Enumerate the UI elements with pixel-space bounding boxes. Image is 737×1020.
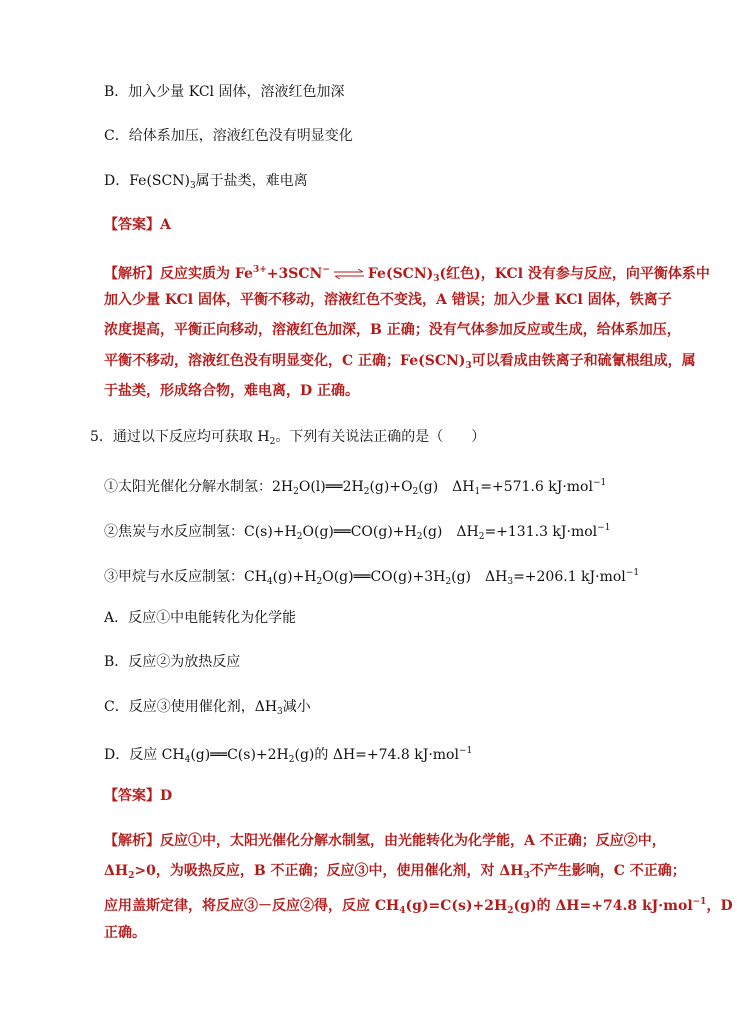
q4-an-l4-b: 可以看成由铁离子和硫氰根组成，属 [471,353,696,369]
r2-sub-3: 2 [478,532,485,542]
q4-an-l1-a: 反应实质为 Fe [160,266,253,282]
q5-analysis-line3 [104,892,733,921]
q4-option-b-text: B．加入少量 KCl 固体，溶液红色加深 [104,84,345,100]
r1-sub-2: 2 [363,487,370,497]
r3-sub-1: 4 [266,577,273,587]
q4-option-b [104,82,344,102]
q4-option-c-text: C．给体系加压，溶液红色没有明显变化 [104,128,353,144]
q5-an-l1: 【解析】反应①中，太阳光催化分解水制氢，由光能转化为化学能，A 不正确；反应②中， [104,833,666,849]
q5-analysis-line2 [104,861,686,886]
q4-an-l4-sub: 3 [465,361,472,371]
q5-analysis-line1 [104,831,666,851]
q4-option-d-pre: D．Fe(SCN) [104,173,190,189]
q5-option-c-sub: 3 [277,707,283,717]
equilibrium-arrow-icon [332,269,366,279]
q4-option-d-post: 属于盐类，难电离 [195,173,308,189]
q5-an-l3-b: (g)=C(s)+2H [405,898,508,914]
q5-an-l3-a: 应用盖斯定律，将反应③－反应②得，反应 CH [104,898,400,914]
r2-b: O(g)══CO(g)+H [302,524,417,540]
r3-a: ③甲烷与水反应制氢：CH [104,569,267,585]
q4-an-l3: 浓度提高，平衡正向移动，溶液红色加深，B 正确；没有气体参加反应或生成，给体系加压， [104,322,681,338]
q5-option-c-a: C．反应③使用催化剂，ΔH [104,699,278,715]
q4-analysis-line5 [104,381,359,401]
q5-option-c [104,697,311,722]
r2-sub-2: 2 [416,532,423,542]
r3-b: (g)+H [272,569,317,585]
q5-option-b-text: B．反应②为放热反应 [104,654,241,670]
q5-an-l2-c: 不产生影响，C 不正确； [529,863,686,879]
r2-sub-1: 2 [296,532,303,542]
q5-an-l3-sup: −1 [692,897,707,907]
r3-d: (g) ΔH [451,569,508,585]
q5-answer [104,786,172,806]
q4-answer-text: 【答案】A [104,217,171,233]
q4-answer [104,215,171,235]
r1-a: ①太阳光催化分解水制氢：2H [104,479,294,495]
q5-analysis-line4 [104,923,146,943]
q5-stem-a: 5．通过以下反应均可获取 H [90,429,270,445]
q5-an-l2-sub2: 3 [523,871,530,881]
q4-option-d-sub: 3 [189,181,196,191]
r1-d: (g) ΔH [418,479,475,495]
r2-c: (g) ΔH [422,524,479,540]
q4-an-l4-a: 平衡不移动，溶液红色没有明显变化，C 正确；Fe(SCN) [104,353,466,369]
q5-stem-b: 。下列有关说法正确的是（ ） [275,429,486,445]
q5-option-a-text: A．反应①中电能转化为化学能 [104,610,297,626]
q4-option-d [104,171,308,196]
q5-option-d-sub2: 2 [288,755,295,765]
q5-answer-text: 【答案】D [104,788,173,804]
q4-analysis-line4 [104,351,696,376]
q5-an-l3-d: ，D [706,898,733,914]
q4-analysis-label: 【解析】 [104,266,160,282]
r3-c: O(g)══CO(g)+3H [322,569,446,585]
q5-reaction-1 [104,473,606,502]
q5-option-d [104,741,472,770]
q5-option-c-b: 减小 [282,699,311,715]
q5-an-l3-c: (g)的 ΔH=+74.8 kJ·mol [513,898,693,914]
q4-an-l1-sup2: − [322,265,330,275]
q5-option-b [104,652,240,672]
r3-sub-2: 2 [316,577,323,587]
r3-sup: −1 [625,568,640,578]
q5-option-d-c: (g)的 ΔH=+74.8 kJ·mol [294,747,459,763]
q4-option-c [104,126,353,146]
q5-an-l4: 正确。 [104,925,146,941]
r1-sub-3: 2 [412,487,419,497]
q5-an-l3-sub1: 4 [399,906,406,916]
q4-an-l1-sup: 3+ [252,265,267,275]
q5-stem-sub: 2 [269,437,276,447]
q5-option-d-a: D．反应 CH [104,747,185,763]
q5-an-l2-b: >0，为吸热反应，B 不正确；反应③中，使用催化剂，对 ΔH [134,863,524,879]
r1-sub-4: 1 [474,487,481,497]
r2-sup: −1 [597,523,611,533]
q5-an-l2-sub1: 2 [128,871,135,881]
q4-an-l1-b: +3SCN [266,266,323,282]
q4-an-l1-sub: 3 [433,274,440,284]
r3-sub-4: 3 [507,577,514,587]
r1-sub-1: 2 [293,487,299,497]
q5-option-d-b: (g)══C(s)+2H [190,747,289,763]
q4-an-l1-d: (红色)，KCl 没有参与反应，向平衡体系中 [439,266,710,282]
q4-an-l1-c: Fe(SCN) [367,266,434,282]
q4-an-l2: 加入少量 KCl 固体，平衡不移动，溶液红色不变浅，A 错误；加入少量 KCl 固体，铁离子 [104,292,672,308]
q5-option-a [104,608,296,628]
r1-e: =+571.6 kJ·mol [480,479,593,495]
q5-option-d-sup: −1 [458,746,473,756]
r2-a: ②焦炭与水反应制氢：C(s)+H [104,524,297,540]
q4-analysis-line2 [104,290,672,310]
r1-b: O(l)══2H [298,479,364,495]
r1-sup: −1 [592,478,607,488]
q4-analysis-line1 [104,260,710,289]
q5-reaction-2 [104,518,610,547]
r3-e: =+206.1 kJ·mol [513,569,626,585]
q5-an-l3-sub2: 2 [507,906,514,916]
q5-stem [90,427,485,452]
q5-option-d-sub1: 4 [184,755,191,765]
q4-analysis-line3 [104,320,681,340]
r1-c: (g)+O [369,479,413,495]
q5-an-l2-a: ΔH [104,863,129,879]
q4-an-l5: 于盐类，形成络合物，难电离，D 正确。 [104,383,360,399]
r2-e: =+131.3 kJ·mol [484,524,598,540]
q5-reaction-3 [104,563,639,592]
r3-sub-3: 2 [445,577,452,587]
